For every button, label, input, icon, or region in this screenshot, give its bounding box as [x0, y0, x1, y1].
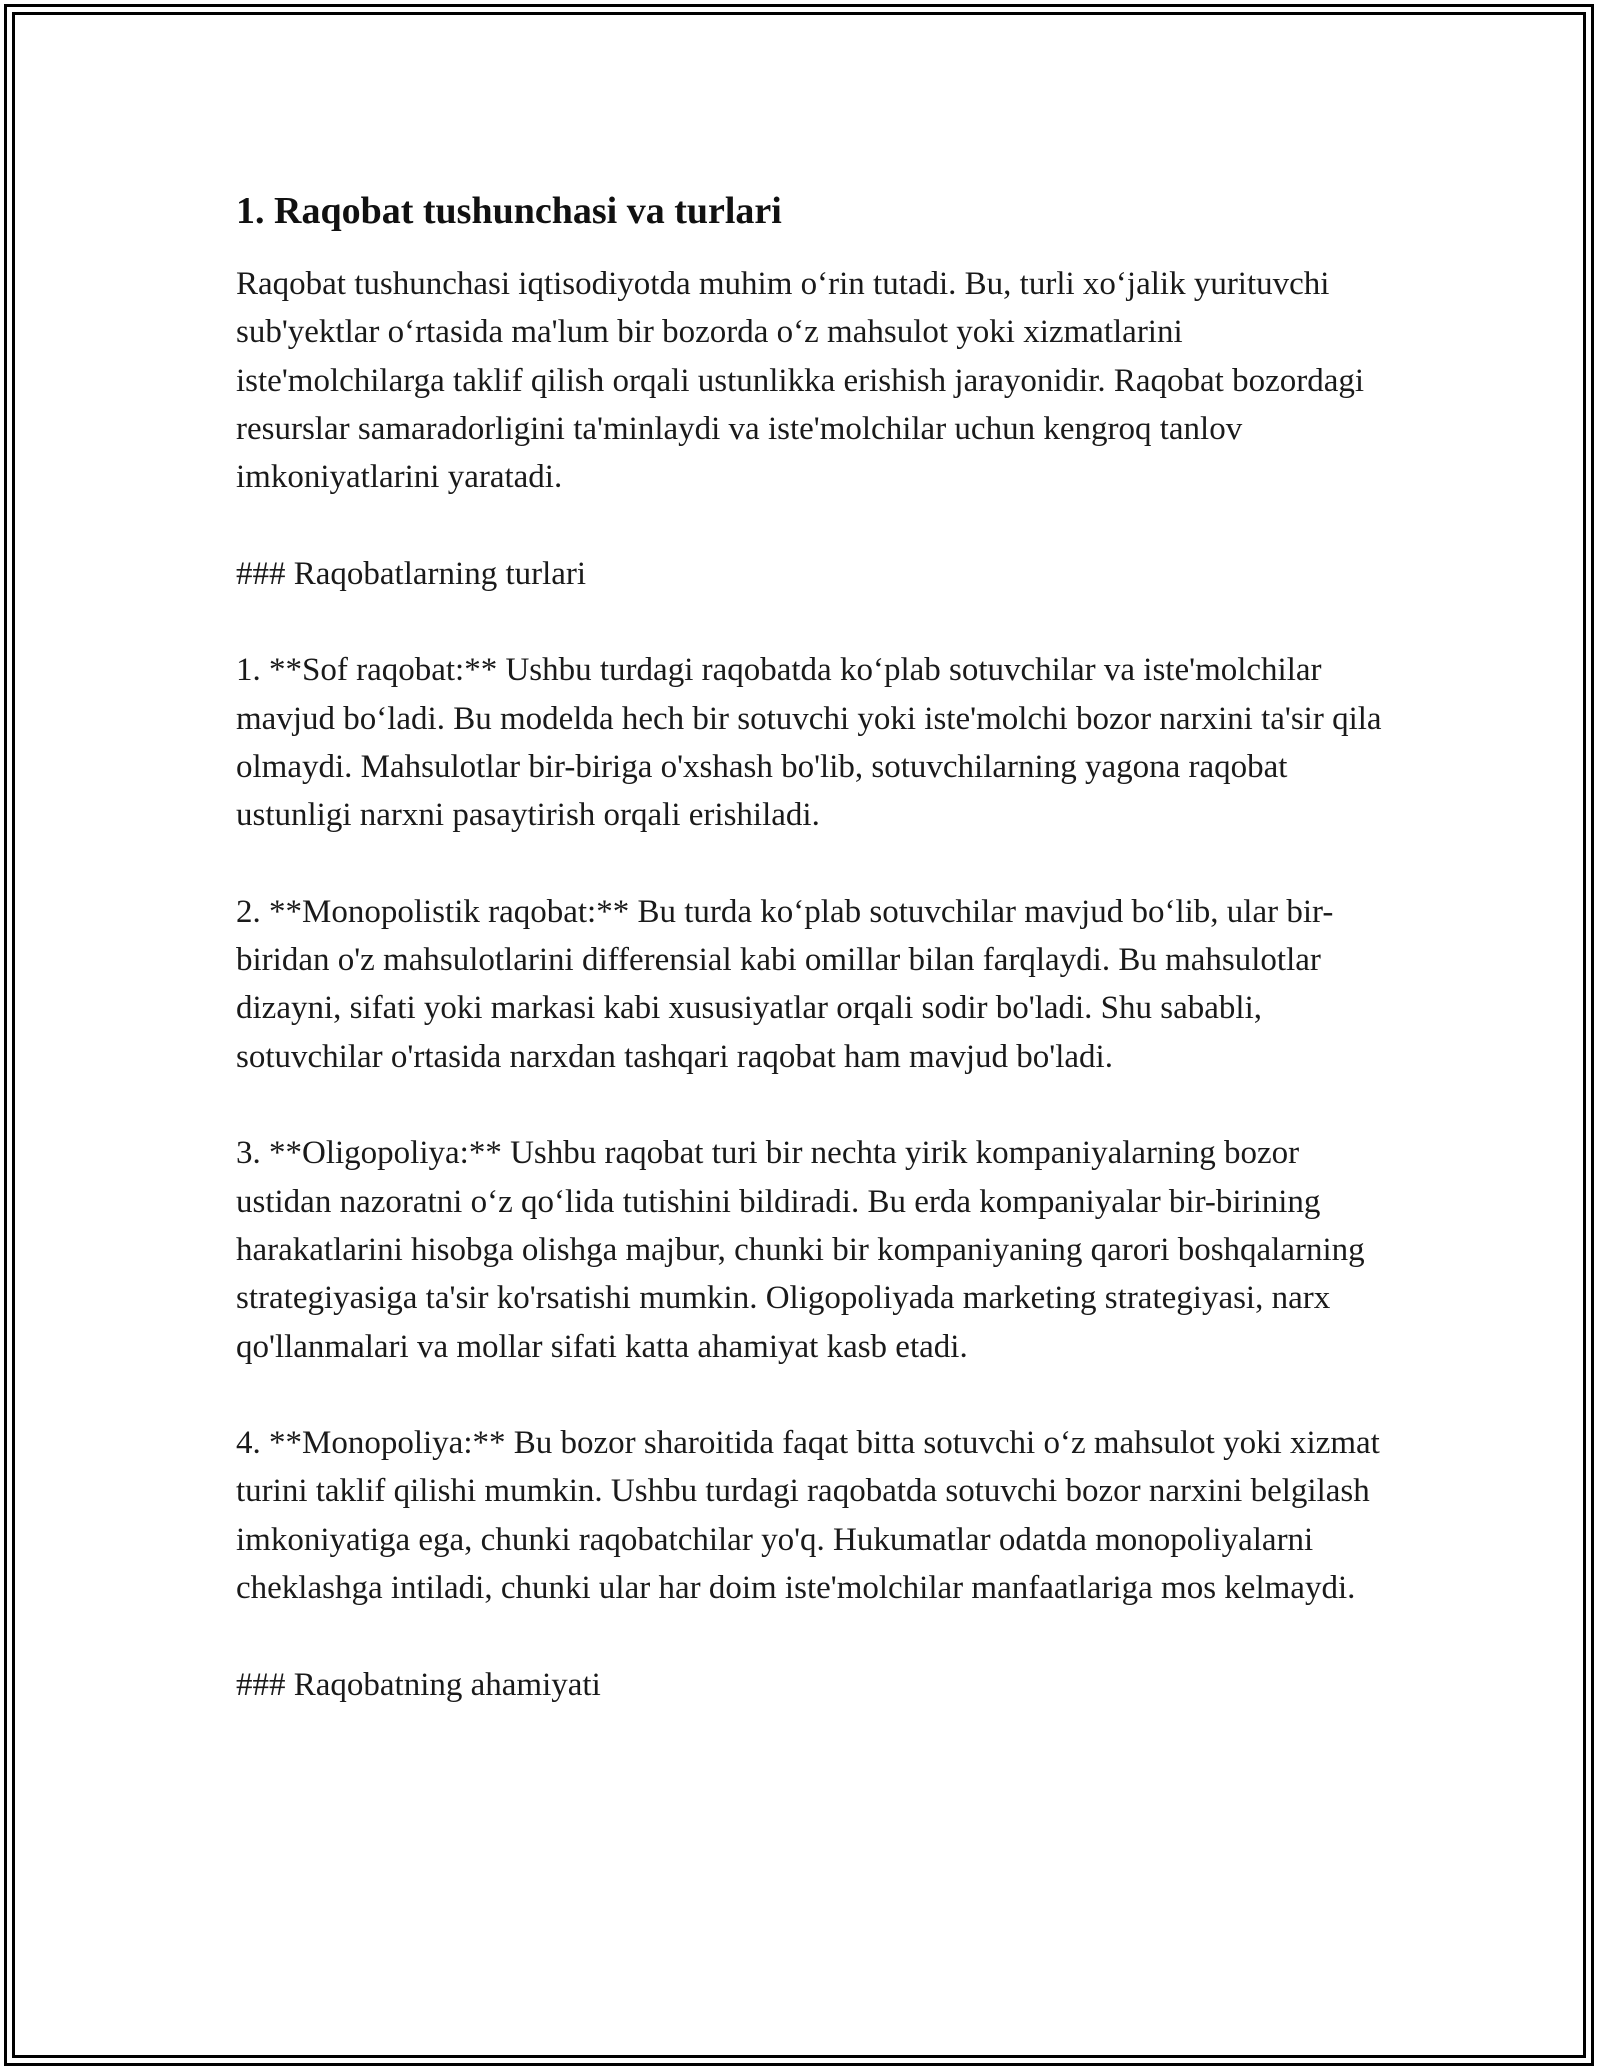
intro-paragraph: Raqobat tushunchasi iqtisodiyotda muhim oʻrin tutadi. Bu, turli xoʻjalik yurituvchi sub'yektlar oʻrtasida ma'lum bir bozorda oʻz mahsulot yoki xizmatlarini iste'molchilarga taklif qilish orqali ustunlikka erishish jarayonidir. Raqobat bozordagi resurslar samaradorligini ta'minlaydi va iste'molchilar uchun kengroq tanlov imkoniyatlarini yaratadi. [236, 266, 1365, 496]
list-item-oligopoly: 3. **Oligopoliya:** Ushbu raqobat turi bir nechta yirik kompaniyalarning bozor ustidan nazoratni oʻz qoʻlida tutishini bildiradi. Bu erda kompaniyalar bir-birining harakatlarini hisobga olishga majbur, chunki bir kompaniyaning qarori boshqalarning strategiyasiga ta'sir ko'rsatishi mumkin. Oligopoliyada marketing strategiyasi, narx qo'llanmalari va mollar sifati katta ahamiyat kasb etadi. [236, 1135, 1365, 1365]
document-body [236, 186, 1386, 1757]
list-item-pure-competition: 1. **Sof raqobat:** Ushbu turdagi raqobatda koʻplab sotuvchilar va iste'molchilar mavjud boʻladi. Bu modelda hech bir sotuvchi yoki iste'molchi bozor narxini ta'sir qila olmaydi. Mahsulotlar bir-biriga o'xshash bo'lib, sotuvchilarning yagona raqobat ustunligi narxni pasaytirish orqali erishiladi. [236, 652, 1382, 834]
document-title: 1. Raqobat tushunchasi va turlari [236, 190, 782, 232]
list-item-monopolistic-competition: 2. **Monopolistik raqobat:** Bu turda koʻplab sotuvchilar mavjud boʻlib, ular bir-biridan o'z mahsulotlarini differensial kabi omillar bilan farqlaydi. Bu mahsulotlar dizayni, sifati yoki markasi kabi xususiyatlar orqali sodir bo'ladi. Shu sababli, sotuvchilar o'rtasida narxdan tashqari raqobat ham mavjud bo'ladi. [236, 893, 1334, 1075]
section-heading-importance: ### Raqobatning ahamiyati [236, 1666, 601, 1703]
section-heading-types: ### Raqobatlarning turlari [236, 555, 587, 592]
list-item-monopoly: 4. **Monopoliya:** Bu bozor sharoitida faqat bitta sotuvchi oʻz mahsulot yoki xizmat turini taklif qilishi mumkin. Ushbu turdagi raqobatda sotuvchi bozor narxini belgilash imkoniyatiga ega, chunki raqobatchilar yo'q. Hukumatlar odatda monopoliyalarni cheklashga intiladi, chunki ular har doim iste'molchilar manfaatlariga mos kelmaydi. [236, 1425, 1380, 1607]
